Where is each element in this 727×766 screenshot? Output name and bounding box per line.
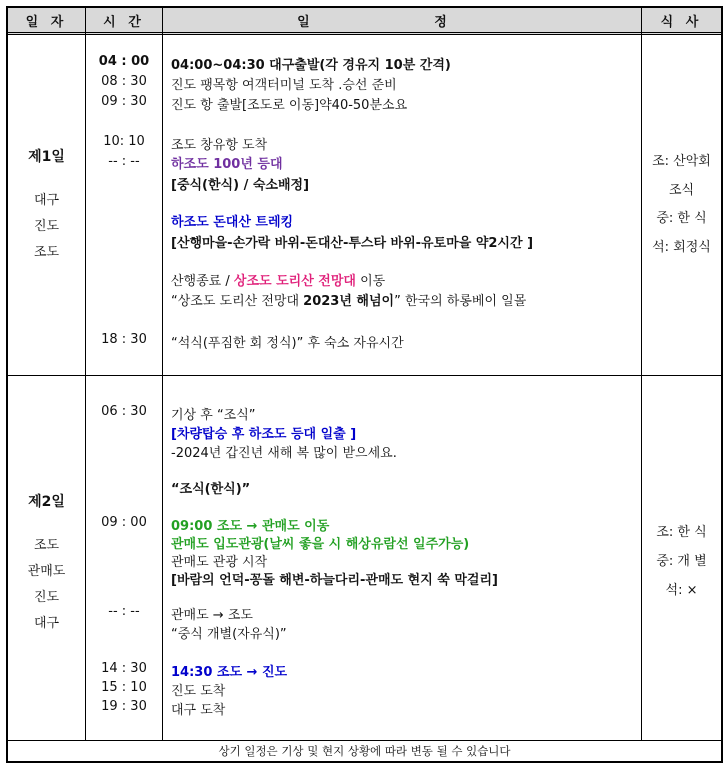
time-entry: 18 : 30 xyxy=(101,332,147,347)
schedule-line: [중식(한식) / 숙소배정] xyxy=(171,178,310,193)
schedule-line: “중식 개별(자유식)” xyxy=(171,627,287,642)
time-entry: 19 : 30 xyxy=(101,699,147,714)
time-entry: 10: 10 xyxy=(103,134,145,149)
time-entry: 09 : 00 xyxy=(101,515,147,530)
meal-entry: 중: 개 별 xyxy=(656,554,707,569)
schedule-highlight: 상조도 도리산 전망대 xyxy=(233,274,356,289)
schedule-text: 이동 xyxy=(355,274,386,289)
header-schedule: 일 정 xyxy=(163,8,641,35)
day2-place: 대구 xyxy=(33,616,60,631)
schedule-line-highlight: 관매도 입도관광(날씨 좋을 시 해상유람선 일주가능) xyxy=(171,537,470,552)
schedule-line: 조도 창유항 도착 xyxy=(171,138,268,153)
schedule-line xyxy=(171,270,385,289)
schedule-line: “조식(한식)” xyxy=(171,482,251,497)
schedule-line: 진도 항 출발[조도로 이동]약40-50분소요 xyxy=(171,98,408,113)
schedule-line-highlight: 하조도 100년 등대 xyxy=(171,157,283,172)
schedule-line: -2024년 갑진년 새해 복 많이 받으세요. xyxy=(171,446,397,461)
schedule-line xyxy=(171,290,526,309)
day1-cell xyxy=(8,144,85,266)
header-time: 시 간 xyxy=(86,8,162,35)
footer-note: 상기 일정은 기상 및 현지 상황에 따라 변동 될 수 있습니다 xyxy=(8,740,721,761)
day2-place: 조도 xyxy=(33,538,60,553)
schedule-line: [산행마을-손가락 바위-돈대산-투스타 바위-유토마을 약2시간 ] xyxy=(171,236,534,251)
day2-label: 제2일 xyxy=(28,494,65,510)
day1-place: 진도 xyxy=(33,219,60,234)
schedule-line: 진도 도착 xyxy=(171,684,226,699)
day1-label: 제1일 xyxy=(28,149,65,165)
time-entry: -- : -- xyxy=(108,154,140,169)
header-date: 일 자 xyxy=(8,8,85,35)
time-entry: 15 : 10 xyxy=(101,680,147,695)
time-entry: 14 : 30 xyxy=(101,661,147,676)
row-divider xyxy=(8,375,721,376)
itinerary-table xyxy=(6,6,723,763)
schedule-line: 기상 후 “조식” xyxy=(171,408,256,423)
schedule-line: 04:00~04:30 대구출발(각 경유지 10분 간격) xyxy=(171,58,451,73)
time-entry: -- : -- xyxy=(108,604,140,619)
schedule-line: [바람의 언덕-꽁돌 해변-하늘다리-관매도 현지 쑥 막걸리] xyxy=(171,573,498,588)
schedule-line: 진도 팽목항 여객터미널 도착 .승선 준비 xyxy=(171,78,397,93)
time-entry: 08 : 30 xyxy=(101,74,147,89)
schedule-line: 관매도 관광 시작 xyxy=(171,555,268,570)
schedule-line: 관매도 → 조도 xyxy=(171,608,253,623)
time-entry: 09 : 30 xyxy=(101,94,147,109)
header-meal: 식 사 xyxy=(642,8,721,35)
meal-entry: 석: 회정식 xyxy=(652,240,711,255)
schedule-line-highlight: 14:30 조도 → 진도 xyxy=(171,665,288,680)
day2-cell xyxy=(8,489,85,637)
day1-place: 조도 xyxy=(33,245,60,260)
meal-entry: 중: 한 식 xyxy=(656,211,707,226)
schedule-highlight: 2023년 해넘이 xyxy=(303,294,395,309)
schedule-line-highlight: 하조도 돈대산 트레킹 xyxy=(171,215,294,230)
day2-place: 관매도 xyxy=(27,564,66,579)
schedule-line: “석식(푸짐한 회 정식)” 후 숙소 자유시간 xyxy=(171,336,404,351)
schedule-text: 산행종료 / xyxy=(171,274,234,289)
day2-place: 진도 xyxy=(33,590,60,605)
meal-entry: 조: 한 식 xyxy=(656,525,707,540)
schedule-line: 대구 도착 xyxy=(171,703,226,718)
schedule-line-highlight: 09:00 조도 → 관매도 이동 xyxy=(171,519,330,534)
schedule-text: ” 한국의 하롱베이 일몰 xyxy=(394,294,527,309)
time-entry: 04 : 00 xyxy=(98,54,150,69)
day1-place: 대구 xyxy=(33,193,60,208)
schedule-text: “상조도 도리산 전망대 xyxy=(171,294,304,309)
meal-entry: 조: 산악회 xyxy=(652,154,711,169)
time-entry: 06 : 30 xyxy=(101,404,147,419)
meal-entry: 석: × xyxy=(665,583,698,598)
schedule-line-highlight: [차량탑승 후 하조도 등대 일출 ] xyxy=(171,427,357,442)
meal-entry: 조식 xyxy=(668,183,695,198)
